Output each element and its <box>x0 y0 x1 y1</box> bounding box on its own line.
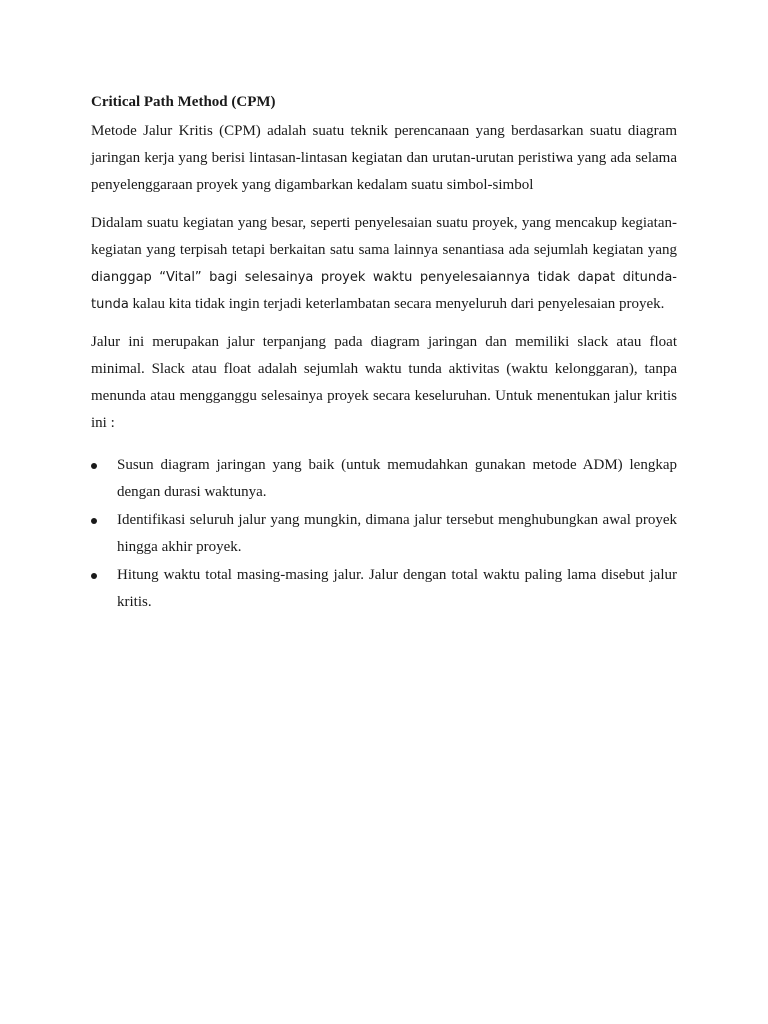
paragraph-longest-path: Jalur ini merupakan jalur terpanjang pada diagram jaringan dan memiliki slack atau float minimal. Slack atau float adalah sejumlah waktu tunda aktivitas (waktu kelonggaran), tanpa menunda atau mengganggu selesainya proyek secara keseluruhan. Untuk menentukan jalur kritis ini : <box>91 334 677 431</box>
paragraph-vital-text-mixed-font: dianggap “Vital” bagi selesainya proyek waktu penyelesaiannya tidak dapat ditunda-tunda <box>91 270 677 312</box>
document-page <box>91 91 677 617</box>
paragraph-cpm-definition: Metode Jalur Kritis (CPM) adalah suatu teknik perencanaan yang berdasarkan suatu diagram jaringan kerja yang berisi lintasan-lintasan kegiatan dan urutan-urutan peristiwa yang ada selama penyelenggaraan proyek yang digambarkan kedalam suatu simbol-simbol <box>91 123 677 193</box>
steps-bullet-list <box>91 452 677 616</box>
list-item-text: Identifikasi seluruh jalur yang mungkin, dimana jalur tersebut menghubungkan awal proyek hingga akhir proyek. <box>117 512 677 555</box>
list-item-text: Susun diagram jaringan yang baik (untuk memudahkan gunakan metode ADM) lengkap dengan durasi waktunya. <box>117 457 677 500</box>
bullet-dot-icon <box>91 518 97 524</box>
paragraph-vital-text-start: Didalam suatu kegiatan yang besar, seperti penyelesaian suatu proyek, yang mencakup kegiatan-kegiatan yang terpisah tetapi berkaitan satu sama lainnya senantiasa ada sejumlah kegiatan yang <box>91 215 677 258</box>
paragraph-vital-activities <box>91 210 677 318</box>
bullet-dot-icon <box>91 463 97 469</box>
list-item <box>91 507 677 561</box>
list-item <box>91 562 677 616</box>
paragraph-vital-text-end: kalau kita tidak ingin terjadi keterlambatan secara menyeluruh dari penyelesaian proyek. <box>128 296 665 312</box>
document-heading: Critical Path Method (CPM) <box>91 94 276 110</box>
list-item-text: Hitung waktu total masing-masing jalur. Jalur dengan total waktu paling lama disebut jalur kritis. <box>117 567 677 610</box>
list-item <box>91 452 677 506</box>
bullet-dot-icon <box>91 573 97 579</box>
